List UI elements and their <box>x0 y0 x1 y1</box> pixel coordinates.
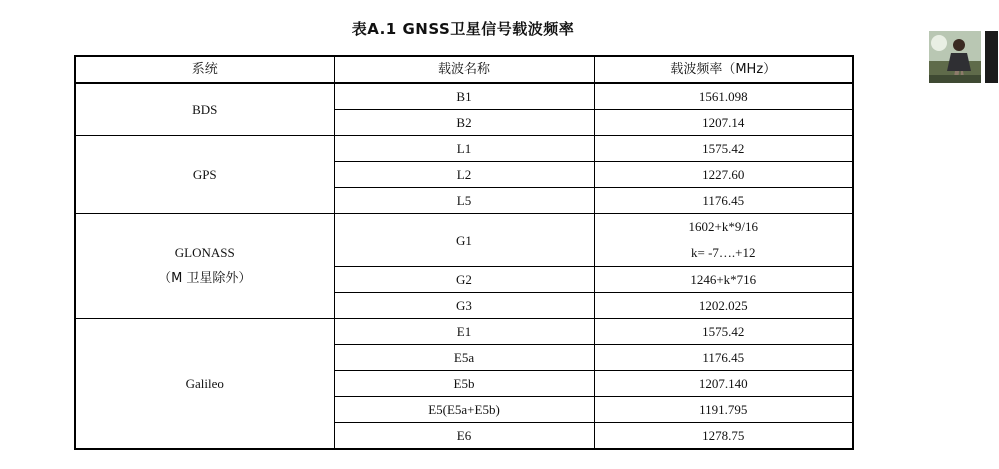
system-name: GLONASS <box>174 245 235 260</box>
table-row <box>75 214 853 267</box>
carrier-name-cell: L1 <box>334 136 594 162</box>
table-row <box>75 83 853 110</box>
carrier-name-cell: G3 <box>334 293 594 319</box>
table-row <box>75 319 853 345</box>
carrier-freq-cell: 1207.140 <box>594 371 853 397</box>
system-cell-bds: BDS <box>75 83 334 136</box>
carrier-freq-cell: 1207.14 <box>594 110 853 136</box>
carrier-name-cell: B2 <box>334 110 594 136</box>
carrier-freq-cell: 1278.75 <box>594 423 853 450</box>
carrier-name-cell: E1 <box>334 319 594 345</box>
freq-k-range: k= -7….+12 <box>691 245 756 260</box>
gnss-frequency-table <box>74 55 854 450</box>
carrier-name-cell: E5b <box>334 371 594 397</box>
carrier-freq-cell <box>594 214 853 267</box>
header-carrier-name: 载波名称 <box>334 56 594 83</box>
carrier-name-cell: B1 <box>334 83 594 110</box>
carrier-freq-cell: 1202.025 <box>594 293 853 319</box>
scrollbar[interactable] <box>985 31 998 83</box>
carrier-name-cell: E6 <box>334 423 594 450</box>
user-photo-thumbnail-icon[interactable] <box>929 31 981 83</box>
carrier-name-cell: L5 <box>334 188 594 214</box>
table-header-row <box>75 56 853 83</box>
header-carrier-frequency: 载波频率（MHz） <box>594 56 853 83</box>
carrier-freq-cell: 1575.42 <box>594 136 853 162</box>
carrier-name-cell: G2 <box>334 267 594 293</box>
system-cell-galileo: Galileo <box>75 319 334 450</box>
system-cell-gps: GPS <box>75 136 334 214</box>
carrier-name-cell: E5(E5a+E5b) <box>334 397 594 423</box>
carrier-freq-cell: 1561.098 <box>594 83 853 110</box>
carrier-name-cell: L2 <box>334 162 594 188</box>
system-note: （M 卫星除外） <box>158 271 252 286</box>
system-cell-glonass <box>75 214 334 319</box>
freq-formula: 1602+k*9/16 <box>688 219 758 234</box>
carrier-freq-cell: 1176.45 <box>594 188 853 214</box>
carrier-name-cell: E5a <box>334 345 594 371</box>
carrier-freq-cell: 1191.795 <box>594 397 853 423</box>
carrier-freq-cell: 1246+k*716 <box>594 267 853 293</box>
carrier-freq-cell: 1575.42 <box>594 319 853 345</box>
carrier-freq-cell: 1176.45 <box>594 345 853 371</box>
carrier-freq-cell: 1227.60 <box>594 162 853 188</box>
carrier-name-cell: G1 <box>334 214 594 267</box>
table-caption: 表A.1 GNSS卫星信号载波频率 <box>351 20 575 38</box>
table-row <box>75 136 853 162</box>
header-system: 系统 <box>75 56 334 83</box>
